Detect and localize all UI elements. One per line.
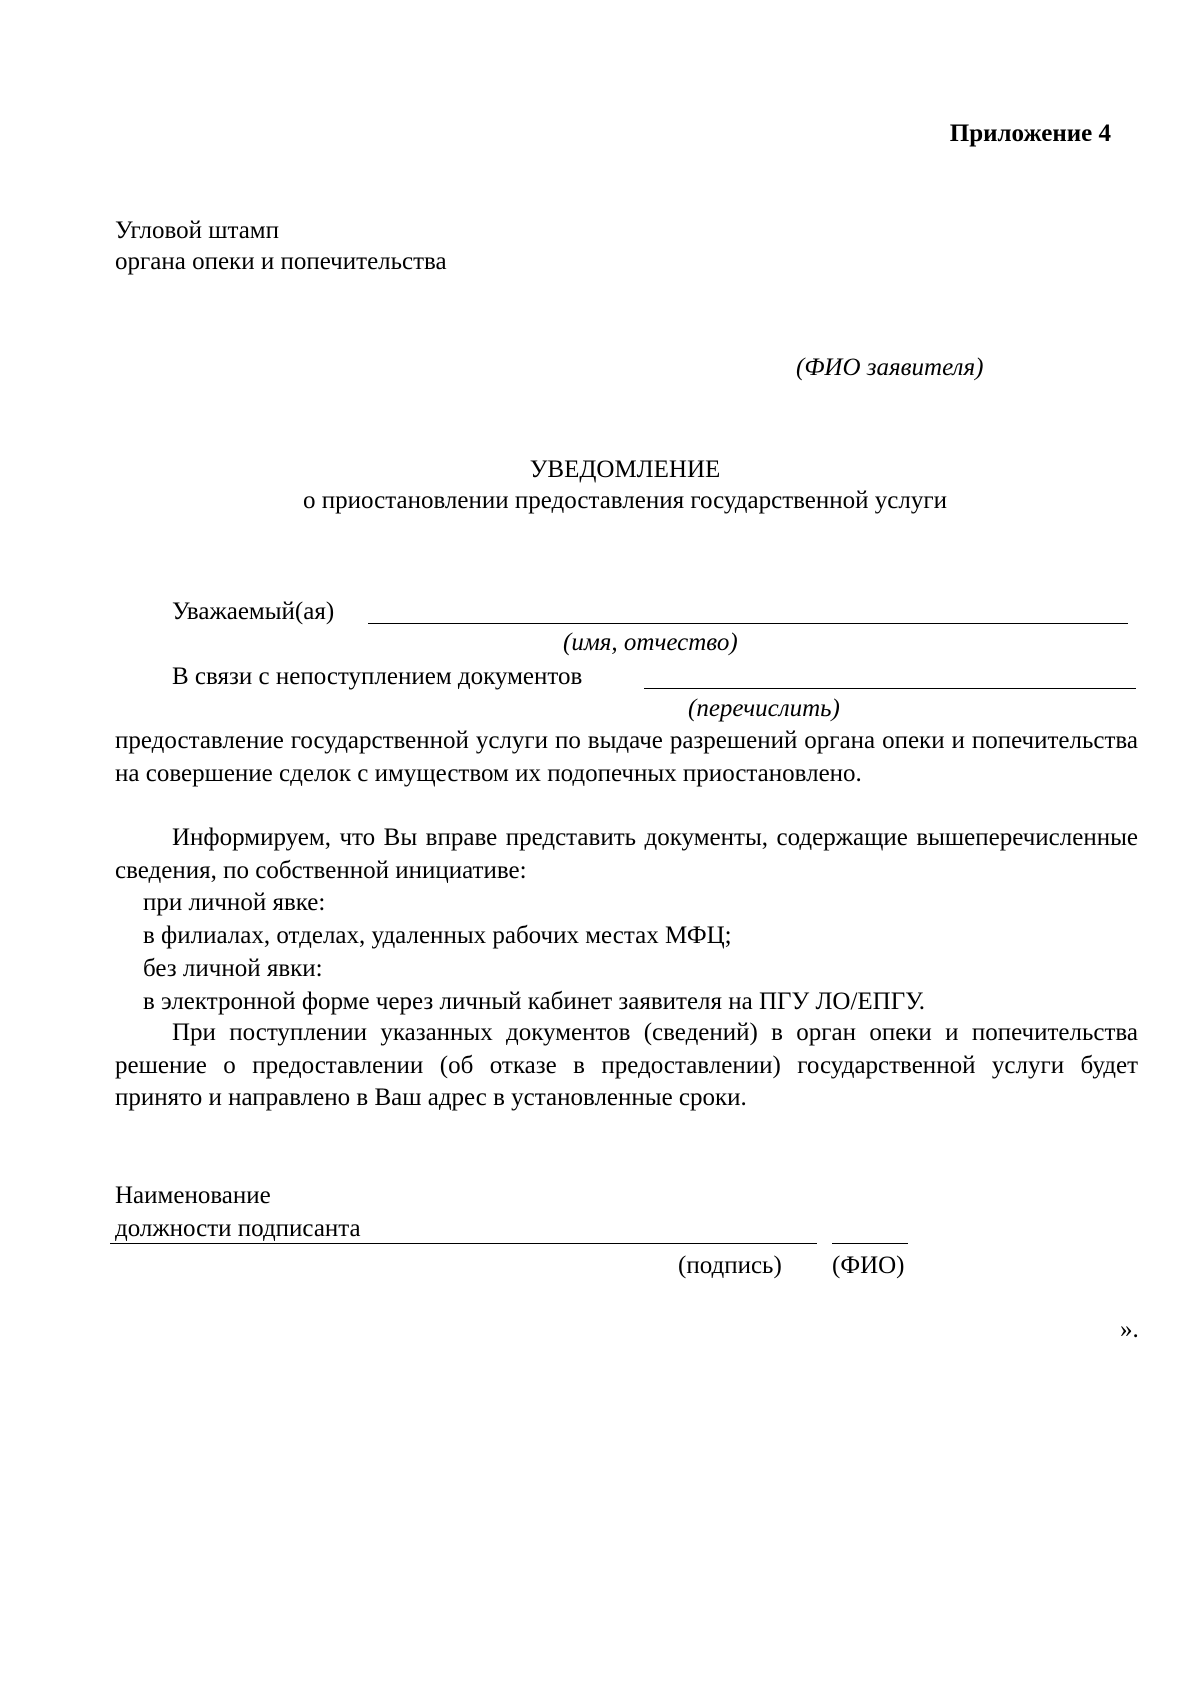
list-item: без личной явки: — [143, 955, 323, 982]
signatory-position-line-2: должности подписанта — [115, 1215, 361, 1242]
list-item: при личной явке: — [143, 889, 326, 916]
corner-stamp-line-2: органа опеки и попечительства — [115, 248, 447, 275]
fio-blank-line — [832, 1243, 908, 1244]
signatory-position-line-1: Наименование — [115, 1182, 271, 1209]
applicant-name-hint: (ФИО заявителя) — [796, 354, 984, 381]
document-subtitle: о приостановлении предоставления государственной услуги — [303, 487, 947, 514]
greeting-blank-line — [368, 623, 1128, 624]
appendix-label: Приложение 4 — [949, 120, 1111, 147]
corner-stamp-line-1: Угловой штамп — [115, 217, 280, 244]
paragraph-suspension: предоставление государственной услуги по выдаче разрешений органа опеки и попечительства на совершение сделок с имуществом их подопечных приостановлено. — [115, 727, 1138, 787]
paragraph-decision: При поступлении указанных документов (сведений) в орган опеки и попечительства решение о предоставлении (об отказе в предоставлении) государственной услуги будет принято и направлено в Ваш адрес в установленные сроки. — [115, 1019, 1138, 1111]
list-item: в филиалах, отделах, удаленных рабочих местах МФЦ; — [143, 922, 732, 949]
signature-blank-line — [110, 1243, 817, 1244]
greeting-label: Уважаемый(ая) — [172, 598, 335, 625]
reason-label: В связи с непоступлением документов — [172, 663, 583, 690]
signature-hint: (подпись) — [678, 1252, 782, 1279]
paragraph-information: Информируем, что Вы вправе представить документы, содержащие вышеперечисленные сведения, по собственной инициативе: — [115, 824, 1138, 884]
list-item: в электронной форме через личный кабинет заявителя на ПГУ ЛО/ЕПГУ. — [143, 988, 926, 1015]
list-hint: (перечислить) — [688, 695, 840, 722]
fio-hint: (ФИО) — [832, 1252, 905, 1279]
document-title: УВЕДОМЛЕНИЕ — [529, 456, 721, 483]
name-hint: (имя, отчество) — [563, 629, 738, 656]
closing-quote: ». — [1120, 1316, 1139, 1343]
documents-blank-line — [644, 688, 1136, 689]
